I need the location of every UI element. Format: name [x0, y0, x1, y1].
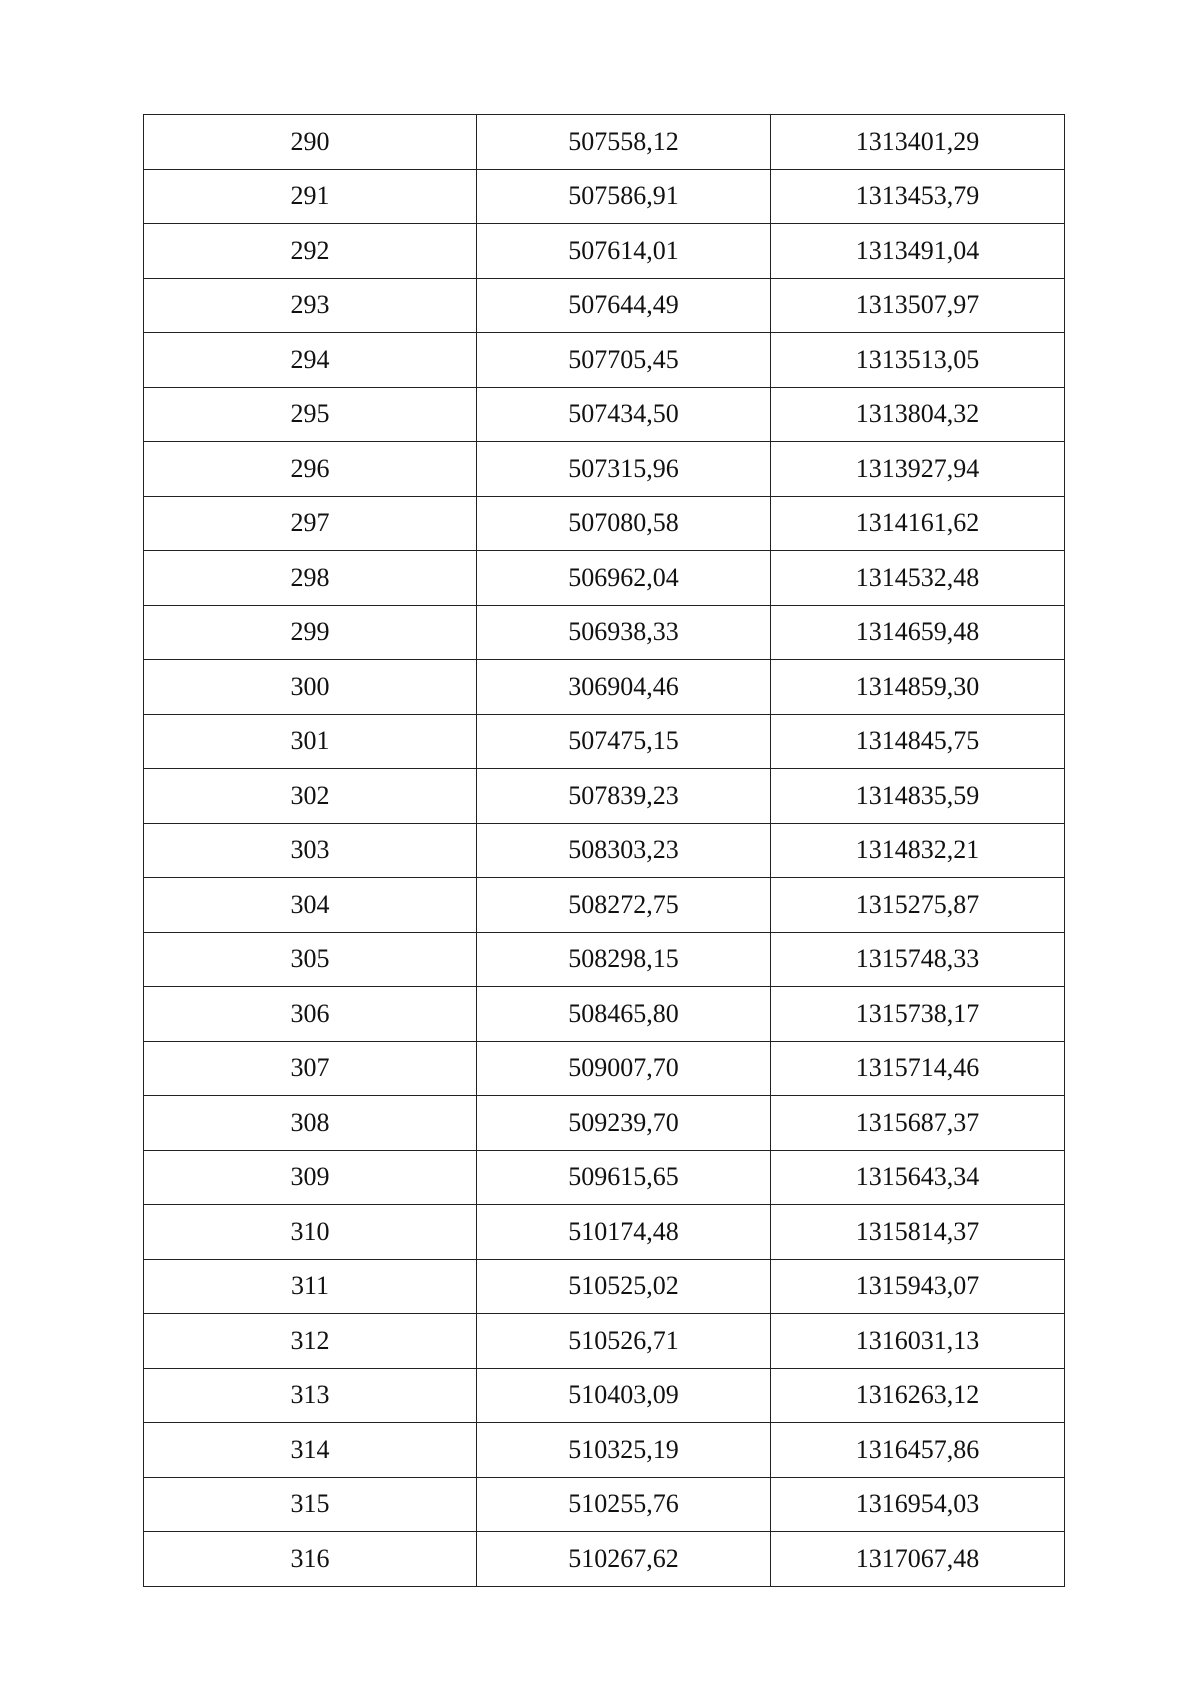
y-coordinate-cell: 1315643,34 — [771, 1150, 1065, 1205]
table-row — [144, 115, 1065, 170]
y-coordinate-cell: 1314835,59 — [771, 769, 1065, 824]
table-row — [144, 932, 1065, 987]
point-number-cell: 314 — [144, 1423, 477, 1478]
point-number-cell: 297 — [144, 496, 477, 551]
x-coordinate-cell: 508298,15 — [477, 932, 771, 987]
point-number-cell: 296 — [144, 442, 477, 497]
table-row — [144, 496, 1065, 551]
y-coordinate-cell: 1313507,97 — [771, 278, 1065, 333]
table-row — [144, 1205, 1065, 1260]
y-coordinate-cell: 1315687,37 — [771, 1096, 1065, 1151]
x-coordinate-cell: 508465,80 — [477, 987, 771, 1042]
table-row — [144, 823, 1065, 878]
y-coordinate-cell: 1314859,30 — [771, 660, 1065, 715]
y-coordinate-cell: 1315943,07 — [771, 1259, 1065, 1314]
point-number-cell: 291 — [144, 169, 477, 224]
table-row — [144, 387, 1065, 442]
table-row — [144, 878, 1065, 933]
table-row — [144, 551, 1065, 606]
y-coordinate-cell: 1313401,29 — [771, 115, 1065, 170]
point-number-cell: 299 — [144, 605, 477, 660]
table-row — [144, 1314, 1065, 1369]
y-coordinate-cell: 1314161,62 — [771, 496, 1065, 551]
y-coordinate-cell: 1313513,05 — [771, 333, 1065, 388]
point-number-cell: 298 — [144, 551, 477, 606]
x-coordinate-cell: 508272,75 — [477, 878, 771, 933]
point-number-cell: 301 — [144, 714, 477, 769]
point-number-cell: 295 — [144, 387, 477, 442]
y-coordinate-cell: 1314532,48 — [771, 551, 1065, 606]
coordinates-table-body — [144, 115, 1065, 1587]
x-coordinate-cell: 507586,91 — [477, 169, 771, 224]
y-coordinate-cell: 1315714,46 — [771, 1041, 1065, 1096]
table-row — [144, 278, 1065, 333]
point-number-cell: 310 — [144, 1205, 477, 1260]
point-number-cell: 313 — [144, 1368, 477, 1423]
x-coordinate-cell: 306904,46 — [477, 660, 771, 715]
y-coordinate-cell: 1313804,32 — [771, 387, 1065, 442]
point-number-cell: 305 — [144, 932, 477, 987]
table-row — [144, 987, 1065, 1042]
point-number-cell: 292 — [144, 224, 477, 279]
x-coordinate-cell: 510403,09 — [477, 1368, 771, 1423]
x-coordinate-cell: 510526,71 — [477, 1314, 771, 1369]
y-coordinate-cell: 1313491,04 — [771, 224, 1065, 279]
y-coordinate-cell: 1315748,33 — [771, 932, 1065, 987]
table-row — [144, 1150, 1065, 1205]
table-row — [144, 333, 1065, 388]
x-coordinate-cell: 510525,02 — [477, 1259, 771, 1314]
table-row — [144, 605, 1065, 660]
point-number-cell: 293 — [144, 278, 477, 333]
y-coordinate-cell: 1315814,37 — [771, 1205, 1065, 1260]
table-row — [144, 442, 1065, 497]
x-coordinate-cell: 507705,45 — [477, 333, 771, 388]
x-coordinate-cell: 507614,01 — [477, 224, 771, 279]
table-row — [144, 1259, 1065, 1314]
point-number-cell: 311 — [144, 1259, 477, 1314]
point-number-cell: 315 — [144, 1477, 477, 1532]
table-row — [144, 714, 1065, 769]
x-coordinate-cell: 510255,76 — [477, 1477, 771, 1532]
x-coordinate-cell: 509615,65 — [477, 1150, 771, 1205]
y-coordinate-cell: 1314659,48 — [771, 605, 1065, 660]
x-coordinate-cell: 507315,96 — [477, 442, 771, 497]
point-number-cell: 309 — [144, 1150, 477, 1205]
table-row — [144, 1368, 1065, 1423]
table-row — [144, 1096, 1065, 1151]
point-number-cell: 290 — [144, 115, 477, 170]
point-number-cell: 306 — [144, 987, 477, 1042]
point-number-cell: 303 — [144, 823, 477, 878]
y-coordinate-cell: 1315275,87 — [771, 878, 1065, 933]
x-coordinate-cell: 509239,70 — [477, 1096, 771, 1151]
table-row — [144, 169, 1065, 224]
y-coordinate-cell: 1315738,17 — [771, 987, 1065, 1042]
x-coordinate-cell: 507839,23 — [477, 769, 771, 824]
x-coordinate-cell: 508303,23 — [477, 823, 771, 878]
point-number-cell: 302 — [144, 769, 477, 824]
x-coordinate-cell: 507080,58 — [477, 496, 771, 551]
table-row — [144, 1041, 1065, 1096]
x-coordinate-cell: 510267,62 — [477, 1532, 771, 1587]
coordinates-table — [143, 114, 1065, 1587]
x-coordinate-cell: 507644,49 — [477, 278, 771, 333]
x-coordinate-cell: 506962,04 — [477, 551, 771, 606]
x-coordinate-cell: 507475,15 — [477, 714, 771, 769]
y-coordinate-cell: 1316031,13 — [771, 1314, 1065, 1369]
y-coordinate-cell: 1314845,75 — [771, 714, 1065, 769]
y-coordinate-cell: 1317067,48 — [771, 1532, 1065, 1587]
point-number-cell: 304 — [144, 878, 477, 933]
point-number-cell: 294 — [144, 333, 477, 388]
table-row — [144, 1532, 1065, 1587]
table-row — [144, 769, 1065, 824]
x-coordinate-cell: 507434,50 — [477, 387, 771, 442]
y-coordinate-cell: 1313927,94 — [771, 442, 1065, 497]
y-coordinate-cell: 1316457,86 — [771, 1423, 1065, 1478]
table-row — [144, 1477, 1065, 1532]
y-coordinate-cell: 1314832,21 — [771, 823, 1065, 878]
point-number-cell: 316 — [144, 1532, 477, 1587]
table-row — [144, 660, 1065, 715]
x-coordinate-cell: 509007,70 — [477, 1041, 771, 1096]
y-coordinate-cell: 1316954,03 — [771, 1477, 1065, 1532]
table-row — [144, 1423, 1065, 1478]
y-coordinate-cell: 1316263,12 — [771, 1368, 1065, 1423]
x-coordinate-cell: 506938,33 — [477, 605, 771, 660]
x-coordinate-cell: 507558,12 — [477, 115, 771, 170]
x-coordinate-cell: 510325,19 — [477, 1423, 771, 1478]
point-number-cell: 307 — [144, 1041, 477, 1096]
point-number-cell: 300 — [144, 660, 477, 715]
x-coordinate-cell: 510174,48 — [477, 1205, 771, 1260]
point-number-cell: 312 — [144, 1314, 477, 1369]
y-coordinate-cell: 1313453,79 — [771, 169, 1065, 224]
table-row — [144, 224, 1065, 279]
point-number-cell: 308 — [144, 1096, 477, 1151]
